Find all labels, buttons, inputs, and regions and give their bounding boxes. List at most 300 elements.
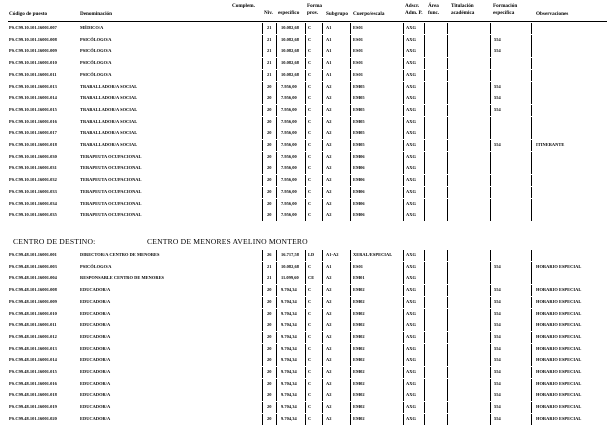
cell-forma: C bbox=[308, 369, 312, 374]
cell-niv: 20 bbox=[267, 357, 272, 363]
column-divider bbox=[447, 70, 448, 81]
cell-codigo: PS.C99.48.101.16001.019 bbox=[9, 404, 57, 410]
column-divider bbox=[350, 187, 351, 198]
cell-niv: 20 bbox=[267, 369, 272, 374]
column-divider bbox=[350, 105, 351, 116]
header-codigo: Código de puesto bbox=[9, 11, 48, 17]
column-divider bbox=[350, 128, 351, 139]
column-divider bbox=[350, 23, 351, 34]
cell-form: 554 bbox=[494, 83, 501, 89]
column-divider bbox=[322, 70, 323, 81]
cell-adscr: AXG bbox=[406, 275, 416, 281]
cell-forma: LD bbox=[308, 252, 315, 257]
header-forma-prov: prov. bbox=[307, 10, 319, 16]
column-divider bbox=[350, 199, 351, 210]
table-row bbox=[0, 309, 615, 320]
cell-adscr: AXG bbox=[406, 36, 416, 42]
column-divider bbox=[262, 23, 263, 34]
cell-cuerpo: EM02 bbox=[353, 415, 365, 421]
cell-forma: C bbox=[308, 380, 312, 386]
cell-den: RESPONSABLE CENTRO DE MENORES bbox=[80, 275, 165, 281]
cell-niv: 20 bbox=[267, 142, 272, 147]
header-subgrupo: Subgrupo bbox=[326, 11, 348, 17]
column-divider bbox=[447, 93, 448, 104]
column-divider bbox=[350, 355, 351, 366]
column-divider bbox=[305, 82, 306, 93]
column-divider bbox=[490, 23, 491, 34]
cell-obs: HORARIO ESPECIAL bbox=[536, 415, 582, 421]
cell-niv: 21 bbox=[267, 48, 272, 54]
header-formacion: Formación bbox=[493, 3, 518, 9]
cell-sub: A1 bbox=[326, 263, 332, 269]
column-divider bbox=[305, 23, 306, 34]
header-divider bbox=[8, 21, 607, 22]
column-divider bbox=[262, 414, 263, 425]
column-divider bbox=[305, 367, 306, 378]
column-divider bbox=[424, 117, 425, 128]
cell-comp: 7.956,00 bbox=[281, 118, 297, 124]
column-divider bbox=[276, 262, 277, 273]
column-divider bbox=[424, 309, 425, 320]
column-divider bbox=[490, 402, 491, 413]
cell-comp: 10.082,68 bbox=[281, 48, 300, 54]
column-divider bbox=[531, 355, 532, 366]
table-row bbox=[0, 332, 615, 343]
column-divider bbox=[531, 262, 532, 273]
column-divider bbox=[305, 309, 306, 320]
column-divider bbox=[276, 285, 277, 296]
cell-niv: 20 bbox=[267, 310, 272, 316]
column-divider bbox=[531, 297, 532, 308]
cell-forma: C bbox=[308, 345, 312, 351]
column-divider bbox=[262, 46, 263, 57]
column-divider bbox=[276, 402, 277, 413]
column-divider bbox=[276, 309, 277, 320]
column-divider bbox=[350, 117, 351, 128]
cell-comp: 7.956,00 bbox=[281, 188, 297, 194]
cell-form: 554 bbox=[494, 263, 501, 269]
column-divider bbox=[424, 355, 425, 366]
column-divider bbox=[447, 46, 448, 57]
column-divider bbox=[276, 82, 277, 93]
cell-forma: C bbox=[308, 188, 312, 194]
column-divider bbox=[350, 140, 351, 151]
column-divider bbox=[403, 187, 404, 198]
table-row bbox=[0, 402, 615, 413]
cell-niv: 20 bbox=[267, 345, 272, 351]
cell-codigo: PS.C99.10.101.16001.007 bbox=[9, 25, 57, 30]
cell-comp: 9.704,34 bbox=[281, 369, 297, 374]
column-divider bbox=[424, 70, 425, 81]
cell-sub: A2 bbox=[326, 142, 332, 147]
column-divider bbox=[262, 152, 263, 163]
column-divider bbox=[305, 390, 306, 401]
cell-form: 554 bbox=[494, 392, 501, 398]
cell-forma: C bbox=[308, 83, 312, 89]
cell-cuerpo: EM06 bbox=[353, 212, 365, 218]
column-divider bbox=[403, 262, 404, 273]
column-divider bbox=[262, 105, 263, 116]
column-divider bbox=[403, 82, 404, 93]
column-divider bbox=[490, 152, 491, 163]
column-divider bbox=[350, 93, 351, 104]
column-divider bbox=[403, 70, 404, 81]
column-divider bbox=[262, 175, 263, 186]
column-divider bbox=[424, 199, 425, 210]
cell-niv: 20 bbox=[267, 392, 272, 398]
cell-den: EDUCADOR/A bbox=[80, 345, 111, 351]
column-divider bbox=[447, 320, 448, 331]
cell-niv: 20 bbox=[267, 83, 272, 89]
cell-codigo: PS.C99.48.101.16001.014 bbox=[9, 357, 57, 363]
column-divider bbox=[403, 355, 404, 366]
column-divider bbox=[531, 379, 532, 390]
column-divider bbox=[276, 152, 277, 163]
cell-codigo: PS.C99.10.101.16001.011 bbox=[9, 71, 57, 77]
cell-den: EDUCADOR/A bbox=[80, 310, 111, 316]
cell-forma: C bbox=[308, 322, 312, 328]
table-row bbox=[0, 187, 615, 198]
cell-niv: 21 bbox=[267, 263, 272, 269]
column-divider bbox=[276, 46, 277, 57]
header-denominacion: Denominación bbox=[80, 11, 112, 17]
cell-adscr: AXG bbox=[406, 333, 416, 339]
column-divider bbox=[403, 332, 404, 343]
column-divider bbox=[403, 23, 404, 34]
cell-niv: 20 bbox=[267, 188, 272, 194]
column-divider bbox=[424, 128, 425, 139]
column-divider bbox=[424, 35, 425, 46]
cell-sub: A1 bbox=[326, 48, 332, 54]
cell-forma: C bbox=[308, 357, 312, 363]
cell-comp: 7.956,00 bbox=[281, 130, 297, 136]
column-divider bbox=[490, 332, 491, 343]
cell-niv: 20 bbox=[267, 153, 272, 159]
column-divider bbox=[322, 344, 323, 355]
column-divider bbox=[262, 320, 263, 331]
cell-codigo: PS.C99.10.101.16001.030 bbox=[9, 153, 57, 159]
column-divider bbox=[424, 46, 425, 57]
cell-comp: 10.082,68 bbox=[281, 60, 300, 66]
header-niv: Niv. bbox=[264, 10, 273, 16]
column-divider bbox=[350, 379, 351, 390]
column-divider bbox=[322, 379, 323, 390]
cell-comp: 9.704,34 bbox=[281, 345, 297, 351]
column-divider bbox=[403, 210, 404, 221]
cell-codigo: PS.C99.10.101.16001.035 bbox=[9, 212, 57, 218]
cell-cuerpo: EM02 bbox=[353, 298, 365, 304]
cell-den: TRABALLADOR/A SOCIAL bbox=[80, 95, 138, 101]
column-divider bbox=[262, 58, 263, 69]
cell-sub: A1 bbox=[326, 60, 332, 66]
cell-cuerpo: EM02 bbox=[353, 287, 365, 293]
cell-forma: C bbox=[308, 298, 312, 304]
column-divider bbox=[403, 117, 404, 128]
column-divider bbox=[424, 82, 425, 93]
cell-cuerpo: EM02 bbox=[353, 380, 365, 386]
cell-den: TERAPEUTA OCUPACIONAL bbox=[80, 212, 142, 218]
cell-obs: HORARIO ESPECIAL bbox=[536, 404, 582, 410]
cell-codigo: PS.C99.10.101.16001.033 bbox=[9, 188, 57, 194]
cell-sub: A2 bbox=[326, 200, 332, 206]
column-divider bbox=[447, 273, 448, 284]
cell-cuerpo: EM02 bbox=[353, 322, 365, 328]
column-divider bbox=[276, 344, 277, 355]
cell-codigo: PS.C99.10.101.16001.010 bbox=[9, 60, 57, 66]
cell-comp: 7.956,00 bbox=[281, 200, 297, 206]
cell-forma: C bbox=[308, 404, 312, 410]
column-divider bbox=[262, 250, 263, 261]
column-divider bbox=[447, 210, 448, 221]
cell-obs: HORARIO ESPECIAL bbox=[536, 380, 582, 386]
column-divider bbox=[276, 320, 277, 331]
column-divider bbox=[305, 140, 306, 151]
column-divider bbox=[305, 152, 306, 163]
column-divider bbox=[424, 262, 425, 273]
column-divider bbox=[322, 175, 323, 186]
cell-forma: C bbox=[308, 25, 312, 30]
column-divider bbox=[262, 379, 263, 390]
cell-adscr: AXG bbox=[406, 118, 416, 124]
cell-sub: A2 bbox=[326, 83, 332, 89]
column-divider bbox=[531, 93, 532, 104]
column-divider bbox=[424, 163, 425, 174]
cell-cuerpo: EM05 bbox=[353, 106, 365, 112]
column-divider bbox=[276, 140, 277, 151]
cell-adscr: AXG bbox=[406, 83, 416, 89]
cell-comp: 7.956,00 bbox=[281, 83, 297, 89]
column-divider bbox=[490, 46, 491, 57]
cell-cuerpo: XERAL/ESPECIAL bbox=[353, 252, 393, 257]
cell-sub: A2 bbox=[326, 106, 332, 112]
column-divider bbox=[531, 210, 532, 221]
column-divider bbox=[262, 332, 263, 343]
column-divider bbox=[322, 117, 323, 128]
column-divider bbox=[490, 175, 491, 186]
column-divider bbox=[490, 128, 491, 139]
cell-codigo: PS.C99.48.101.16001.001 bbox=[9, 252, 57, 257]
column-divider bbox=[322, 140, 323, 151]
cell-obs: HORARIO ESPECIAL bbox=[536, 357, 582, 363]
cell-forma: C bbox=[308, 95, 312, 101]
column-divider bbox=[350, 332, 351, 343]
cell-obs: HORARIO ESPECIAL bbox=[536, 263, 582, 269]
cell-niv: 20 bbox=[267, 380, 272, 386]
column-divider bbox=[531, 344, 532, 355]
cell-form: 554 bbox=[494, 310, 501, 316]
cell-form: 554 bbox=[494, 95, 501, 101]
cell-niv: 20 bbox=[267, 95, 272, 101]
column-divider bbox=[490, 199, 491, 210]
cell-niv: 20 bbox=[267, 118, 272, 124]
column-divider bbox=[424, 93, 425, 104]
header-observaciones: Observaciones bbox=[536, 11, 569, 17]
column-divider bbox=[447, 414, 448, 425]
cell-codigo: PS.C99.10.101.16001.009 bbox=[9, 48, 57, 54]
cell-cuerpo: EM06 bbox=[353, 200, 365, 206]
column-divider bbox=[322, 390, 323, 401]
cell-form: 554 bbox=[494, 36, 501, 42]
column-divider bbox=[262, 117, 263, 128]
column-divider bbox=[305, 105, 306, 116]
column-divider bbox=[262, 70, 263, 81]
cell-comp: 11.099,60 bbox=[281, 275, 299, 281]
column-divider bbox=[403, 390, 404, 401]
cell-obs: HORARIO ESPECIAL bbox=[536, 322, 582, 328]
column-divider bbox=[350, 163, 351, 174]
table-row bbox=[0, 140, 615, 151]
cell-adscr: AXG bbox=[406, 25, 416, 30]
column-divider bbox=[403, 46, 404, 57]
column-divider bbox=[424, 152, 425, 163]
table-row bbox=[0, 285, 615, 296]
column-divider bbox=[531, 390, 532, 401]
column-divider bbox=[531, 367, 532, 378]
cell-niv: 21 bbox=[267, 71, 272, 77]
column-divider bbox=[322, 414, 323, 425]
cell-adscr: AXG bbox=[406, 392, 416, 398]
column-divider bbox=[350, 309, 351, 320]
cell-codigo: PS.C99.48.101.16001.015 bbox=[9, 369, 57, 374]
column-divider bbox=[447, 58, 448, 69]
column-divider bbox=[490, 414, 491, 425]
cell-form: 554 bbox=[494, 298, 501, 304]
cell-den: DIRECTOR/A CENTRO DE MENORES bbox=[80, 252, 160, 257]
column-divider bbox=[322, 250, 323, 261]
cell-adscr: AXG bbox=[406, 404, 416, 410]
cell-codigo: PS.C99.48.101.16001.010 bbox=[9, 310, 57, 316]
column-divider bbox=[305, 175, 306, 186]
cell-forma: C bbox=[308, 71, 312, 77]
table-row bbox=[0, 414, 615, 425]
cell-codigo: PS.C99.48.101.16001.004 bbox=[9, 275, 57, 281]
column-divider bbox=[276, 250, 277, 261]
column-divider bbox=[447, 367, 448, 378]
header-cuerpo: Cuerpo/escala bbox=[353, 11, 385, 17]
cell-adscr: AXG bbox=[406, 200, 416, 206]
cell-sub: A2 bbox=[326, 118, 332, 124]
cell-forma: C bbox=[308, 165, 312, 171]
table-row bbox=[0, 93, 615, 104]
column-divider bbox=[531, 199, 532, 210]
column-divider bbox=[350, 70, 351, 81]
column-divider bbox=[322, 105, 323, 116]
column-divider bbox=[531, 332, 532, 343]
table-row bbox=[0, 105, 615, 116]
column-divider bbox=[424, 140, 425, 151]
column-divider bbox=[350, 285, 351, 296]
column-divider bbox=[447, 344, 448, 355]
column-divider bbox=[424, 105, 425, 116]
column-divider bbox=[403, 175, 404, 186]
column-divider bbox=[305, 273, 306, 284]
cell-obs: HORARIO ESPECIAL bbox=[536, 369, 582, 374]
column-divider bbox=[447, 355, 448, 366]
column-divider bbox=[322, 320, 323, 331]
column-divider bbox=[424, 210, 425, 221]
cell-cuerpo: ES01 bbox=[353, 48, 363, 54]
cell-sub: A2 bbox=[326, 177, 332, 183]
cell-obs: HORARIO ESPECIAL bbox=[536, 310, 582, 316]
column-divider bbox=[490, 297, 491, 308]
cell-sub: A2 bbox=[326, 130, 332, 136]
column-divider bbox=[403, 93, 404, 104]
table-row bbox=[0, 70, 615, 81]
column-divider bbox=[531, 187, 532, 198]
cell-niv: 21 bbox=[267, 60, 272, 66]
column-divider bbox=[447, 262, 448, 273]
cell-sub: A2 bbox=[326, 415, 332, 421]
header-area: Área bbox=[428, 3, 439, 9]
cell-comp: 9.704,34 bbox=[281, 404, 297, 410]
cell-codigo: PS.C99.10.101.16001.034 bbox=[9, 200, 57, 206]
column-divider bbox=[322, 210, 323, 221]
column-divider bbox=[424, 297, 425, 308]
column-divider bbox=[447, 379, 448, 390]
cell-form: 554 bbox=[494, 106, 501, 112]
column-divider bbox=[322, 297, 323, 308]
cell-adscr: AXG bbox=[406, 153, 416, 159]
cell-obs: HORARIO ESPECIAL bbox=[536, 392, 582, 398]
column-divider bbox=[403, 163, 404, 174]
column-divider bbox=[447, 309, 448, 320]
column-divider bbox=[403, 344, 404, 355]
cell-cuerpo: EM02 bbox=[353, 357, 365, 363]
column-divider bbox=[424, 402, 425, 413]
column-divider bbox=[531, 23, 532, 34]
cell-sub: A2 bbox=[326, 333, 332, 339]
cell-den: EDUCADOR/A bbox=[80, 404, 111, 410]
column-divider bbox=[350, 402, 351, 413]
column-divider bbox=[490, 187, 491, 198]
cell-niv: 20 bbox=[267, 333, 272, 339]
column-divider bbox=[350, 262, 351, 273]
header-titulacion: Titulación bbox=[451, 3, 474, 9]
cell-form: 554 bbox=[494, 287, 501, 293]
column-divider bbox=[350, 250, 351, 261]
column-divider bbox=[403, 309, 404, 320]
cell-sub: A2 bbox=[326, 95, 332, 101]
column-divider bbox=[490, 367, 491, 378]
column-divider bbox=[262, 262, 263, 273]
cell-cuerpo: EM02 bbox=[353, 369, 365, 374]
cell-obs: HORARIO ESPECIAL bbox=[536, 345, 582, 351]
cell-comp: 7.956,00 bbox=[281, 95, 297, 101]
cell-den: PSICÓLOGO/A bbox=[80, 48, 112, 54]
column-divider bbox=[350, 297, 351, 308]
cell-comp: 9.704,34 bbox=[281, 322, 297, 328]
cell-adscr: AXG bbox=[406, 188, 416, 194]
cell-forma: C bbox=[308, 392, 312, 398]
cell-cuerpo: EM06 bbox=[353, 177, 365, 183]
column-divider bbox=[276, 390, 277, 401]
column-divider bbox=[262, 344, 263, 355]
column-divider bbox=[490, 273, 491, 284]
column-divider bbox=[262, 355, 263, 366]
column-divider bbox=[305, 70, 306, 81]
column-divider bbox=[276, 297, 277, 308]
column-divider bbox=[350, 46, 351, 57]
cell-adscr: AXG bbox=[406, 165, 416, 171]
cell-adscr: AXG bbox=[406, 48, 416, 54]
cell-codigo: PS.C99.10.101.16001.016 bbox=[9, 118, 57, 124]
column-divider bbox=[531, 82, 532, 93]
column-divider bbox=[276, 199, 277, 210]
cell-sub: A2 bbox=[326, 369, 332, 374]
cell-adscr: AXG bbox=[406, 345, 416, 351]
table-row bbox=[0, 82, 615, 93]
cell-comp: 7.956,00 bbox=[281, 106, 297, 112]
